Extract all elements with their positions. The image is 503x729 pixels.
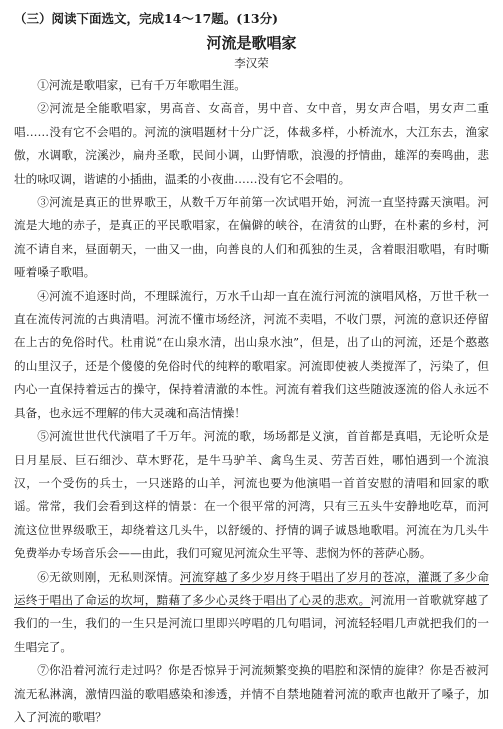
- underlined-sentence: 河流穿越了多少岁月终于唱出了岁月的苍凉，灌溉了多少命运终于唱出了命运的坎坷，黯藉了多少心灵终于唱出了心灵的悲欢。: [14, 569, 489, 607]
- paragraph-3: ③河流是真正的世界歌王，从数千万年前第一次试唱开始，河流一直坚持露天演唱。河流是大地的赤子，是真正的平民歌唱家，在偏僻的峡谷，在清贫的山野，在朴素的乡村，河流不请自来，昼面朝天，一曲又一曲，向善良的人们和孤独的生灵，含着眼泪歌唱，有时嘶哑着嗓子歌唱。: [14, 195, 489, 280]
- section-heading: （三）阅读下面选文，完成14～17题。(13分): [14, 11, 279, 26]
- paragraph-7: ⑦你沿着河流行走过吗？你是否惊异于河流频繁变换的唱腔和深情的旋律？你是否被河流无私淋漓，激情四溢的歌唱感染和渗透，并情不自禁地随着河流的歌声也敞开了嗓子，加入了河流的歌唱？: [14, 663, 489, 724]
- paragraph-4: ④河流不追逐时尚，不理睬流行，万水千山却一直在流行河流的演唱风格，万世千秋一直在流传河流的古典清唱。河流不懂市场经济，河流不卖唱，不收门票，河流的意识还停留在上古的免俗时代。杜甫说“在山泉水清，出山泉水浊”，但是，出了山的河流，还是个憨憨的山里汉子，还是个傻傻的免俗时代的纯粹的歌唱家。河流即使被人类搅浑了，污染了，但内心一直保持着远古的操守，保持着清澈的本性。河流有着我们这些随波逐流的俗人永远不具备，也永远不理解的伟大灵魂和高洁情操！: [14, 288, 489, 420]
- paragraph-6: ⑥无欲则刚，无私则深情。河流穿越了多少岁月终于唱出了岁月的苍凉，灌溉了多少命运终于唱出了命运的坎坷，黯藉了多少心灵终于唱出了心灵的悲欢。河流用一首歌就穿越了我们的一生，我们的一生只是河流口里即兴哼唱的几句唱词，河流轻轻唱几声就把我们的一生唱完了。: [14, 569, 489, 654]
- article-author: 李汉荣: [234, 56, 269, 70]
- paragraph-5: ⑤河流世世代代演唱了千万年。河流的歌，场场都是义演，首首都是真唱，无论听众是日月星辰、巨石细沙、草木野花，是牛马驴羊、禽鸟生灵、劳苦百姓，哪怕遇到一个流浪汉，一个受伤的兵士，一只迷路的山羊，河流也要为他演唱一首首安慰的清唱和回家的歌谣。常常，我们会看到这样的情景：在一个很平常的河湾，只有三五头牛安静地吃草，而河流这位世界级歌王，却绕着这几头牛，以舒缓的、抒情的调子诚恳地歌唱。河流在为几头牛免费举办专场音乐会——由此，我们可窥见河流众生平等、悲悯为怀的菩萨心肠。: [14, 429, 489, 561]
- article-title: 河流是歌唱家: [206, 34, 297, 52]
- paragraph-2: ②河流是全能歌唱家，男高音、女高音，男中音、女中音，男女声合唱，男女声二重唱……没有它不会唱的。河流的演唱题材十分广泛，体裁多样，小桥流水，大江东去，渔家傲，水调歌，浣溪沙，扁舟圣歌，民间小调，山野情歌，浪漫的抒情曲，雄浑的奏鸣曲，悲壮的咏叹调，谐谑的小插曲，温柔的小夜曲……没有它不会唱的。: [14, 101, 489, 186]
- paragraph-1: ①河流是歌唱家，已有千万年歌唱生涯。: [37, 78, 246, 92]
